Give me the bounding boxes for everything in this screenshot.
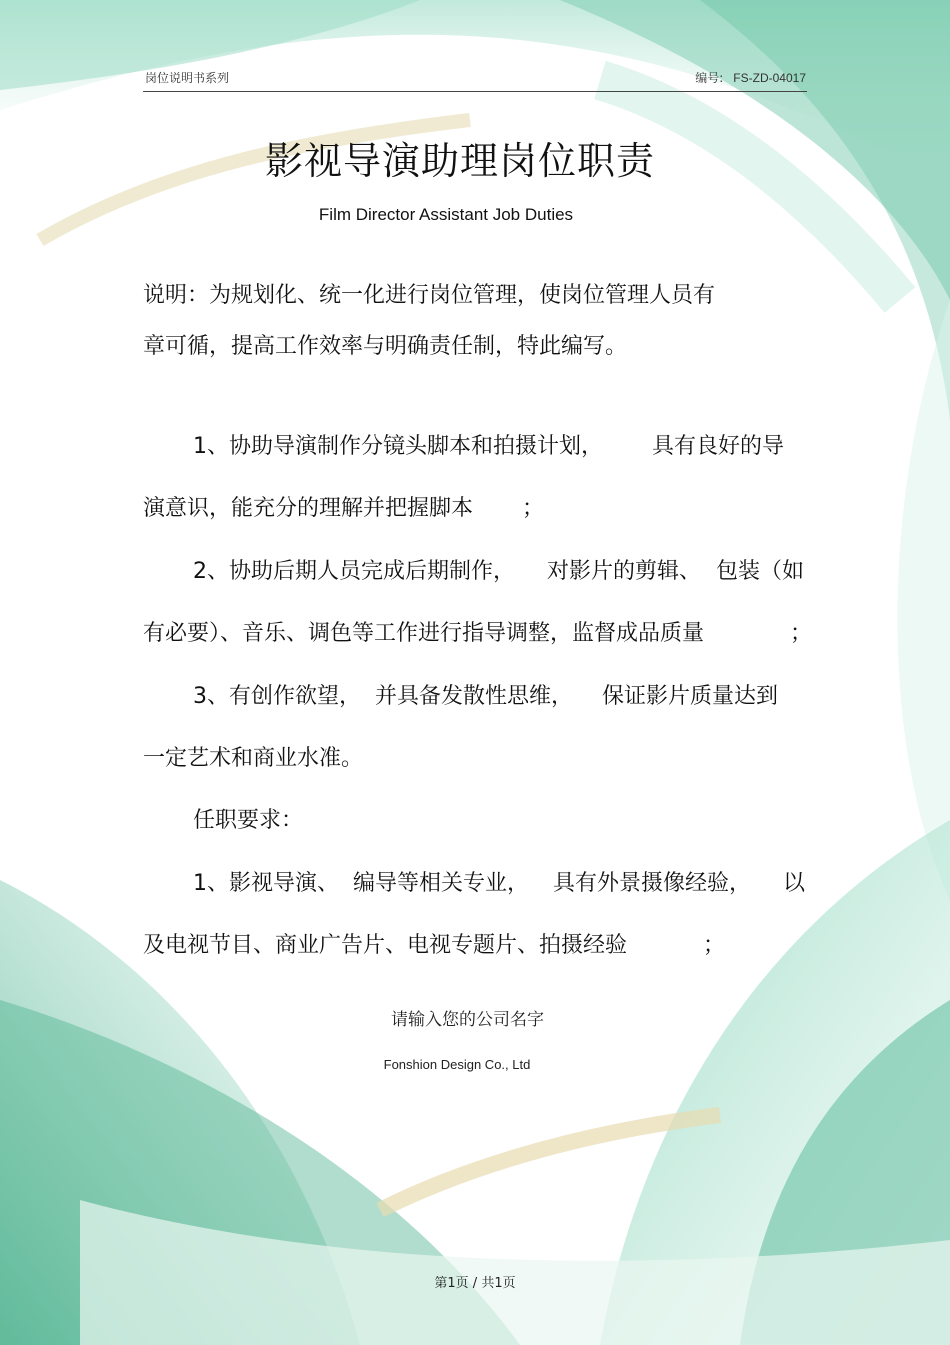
company-name-cn: 请输入您的公司名字 [391,1010,544,1030]
duty-1-end: ； [522,496,545,521]
requirement-1-part-d: 以 [783,871,806,896]
duty-2-part-c: 包装（如 [716,559,805,584]
requirement-1-part-e: 及电视节目、商业广告片、电视专题片、拍摄经验 [143,933,628,958]
duty-3-part-c: 保证影片质量达到 [602,684,779,709]
duty-2-part-b: 对影片的剪辑、 [547,559,702,584]
header-divider [143,91,807,92]
duty-1-part-c: 演意识，能充分的理解并把握脚本 [143,496,474,521]
duty-1-part-a: 1、协助导演制作分镜头脚本和拍摄计划， [193,434,603,459]
header-series: 岗位说明书系列 [145,71,230,85]
duty-2-part-a: 2、协助后期人员完成后期制作， [193,559,515,584]
company-name-en: Fonshion Design Co., Ltd [383,1057,531,1072]
document-subtitle: Film Director Assistant Job Duties [318,205,574,224]
page-number: 第1页 / 共1页 [434,1276,516,1291]
requirement-1-part-b: 编导等相关专业， [353,871,530,896]
requirement-1-part-a: 1、影视导演、 [193,871,339,896]
duty-3-part-d: 一定艺术和商业水准。 [143,746,364,771]
requirement-1-part-c: 具有外景摄像经验， [553,871,752,896]
requirement-1-end: ； [703,933,726,958]
duty-1-part-b: 具有良好的导 [652,434,785,459]
intro-line-1: 说明：为规划化、统一化进行岗位管理，使岗位管理人员有 [143,283,716,308]
header-code-label: 编号: [695,71,724,85]
duty-3-part-b: 并具备发散性思维， [375,684,574,709]
duty-2-part-d: 有必要）、音乐、调色等工作进行指导调整，监督成品质量 [143,621,705,646]
intro-line-2: 章可循，提高工作效率与明确责任制，特此编写。 [143,334,628,359]
duty-3-part-a: 3、有创作欲望， [193,684,361,709]
duty-2-end: ； [790,621,813,646]
document-title: 影视导演助理岗位职责 [264,139,655,183]
header-code [695,69,806,86]
requirements-heading: 任职要求： [193,808,304,833]
header-code-value: FS-ZD-04017 [733,71,806,85]
